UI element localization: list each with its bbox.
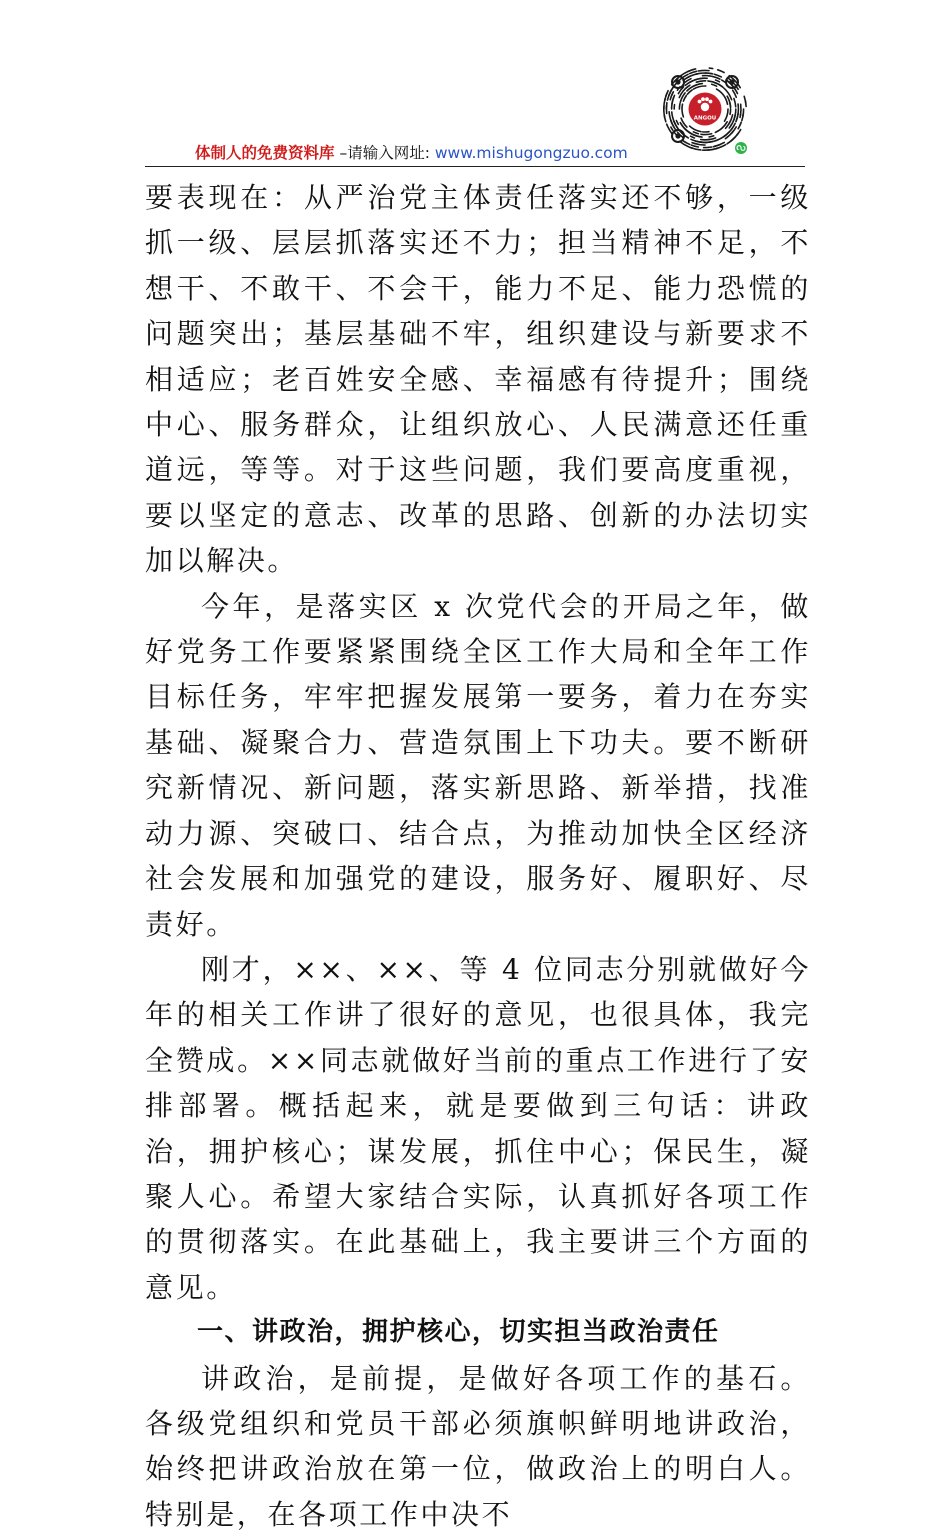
paragraph-continued: 要表现在：从严治党主体责任落实还不够，一级抓一级、层层抓落实还不力；担当精神不足，不想干、不敢干、不会干，能力不足、能力恐慌的问题突出；基层基础不牢，组织建设与新要求不相适应；老百姓安全感、幸福感有待提升；围绕中心、服务群众，让组织放心、人民满意还任重道远，等等。对于这些问题，我们要高度重视，要以坚定的意志、改革的思路、创新的办法切实加以解决。 [145,181,811,578]
mini-program-qr-code[interactable] [658,64,752,158]
document-body [145,175,811,1537]
paragraph-politics: 讲政治，是前提，是做好各项工作的基石。各级党组织和党员干部必须旗帜鲜明地讲政治，始终把讲政治放在第一位，做政治上的明白人。特别是，在各项工作中决不 [145,1361,811,1531]
url-prompt: –请输入网址: [339,144,430,162]
header-divider [145,166,805,167]
paragraph-annual-task: 今年，是落实区 x 次党代会的开局之年，做好党务工作要紧紧围绕全区工作大局和全年工作目标任务，牢牢把握发展第一要务，着力在夯实基础、凝聚合力、营造氛围上下功夫。要不断研究新情况、新问题，落实新思路、新举措，找准动力源、突破口、结合点，为推动加快全区经济社会发展和加强党的建设，服务好、履职好、尽责好。 [145,589,811,941]
paragraph-opinions: 刚才，××、××、等 4 位同志分别就做好今年的相关工作讲了很好的意见，也很具体，我完全赞成。××同志就做好当前的重点工作进行了安排部署。概括起来，就是要做到三句话：讲政治，拥护核心；谋发展，抓住中心；保民生，凝聚人心。希望大家结合实际，认真抓好各项工作的贯彻落实。在此基础上，我主要讲三个方面的意见。 [145,952,811,1304]
section-heading-1: 一、讲政治，拥护核心，切实担当政治责任 [197,1317,720,1348]
site-name: 体制人的免费资料库 [195,144,335,162]
site-url-link[interactable]: www.mishugongzuo.com [434,144,628,162]
page-header [145,60,805,168]
qr-logo-text: ANGOU [693,115,717,122]
header-banner [195,143,628,163]
